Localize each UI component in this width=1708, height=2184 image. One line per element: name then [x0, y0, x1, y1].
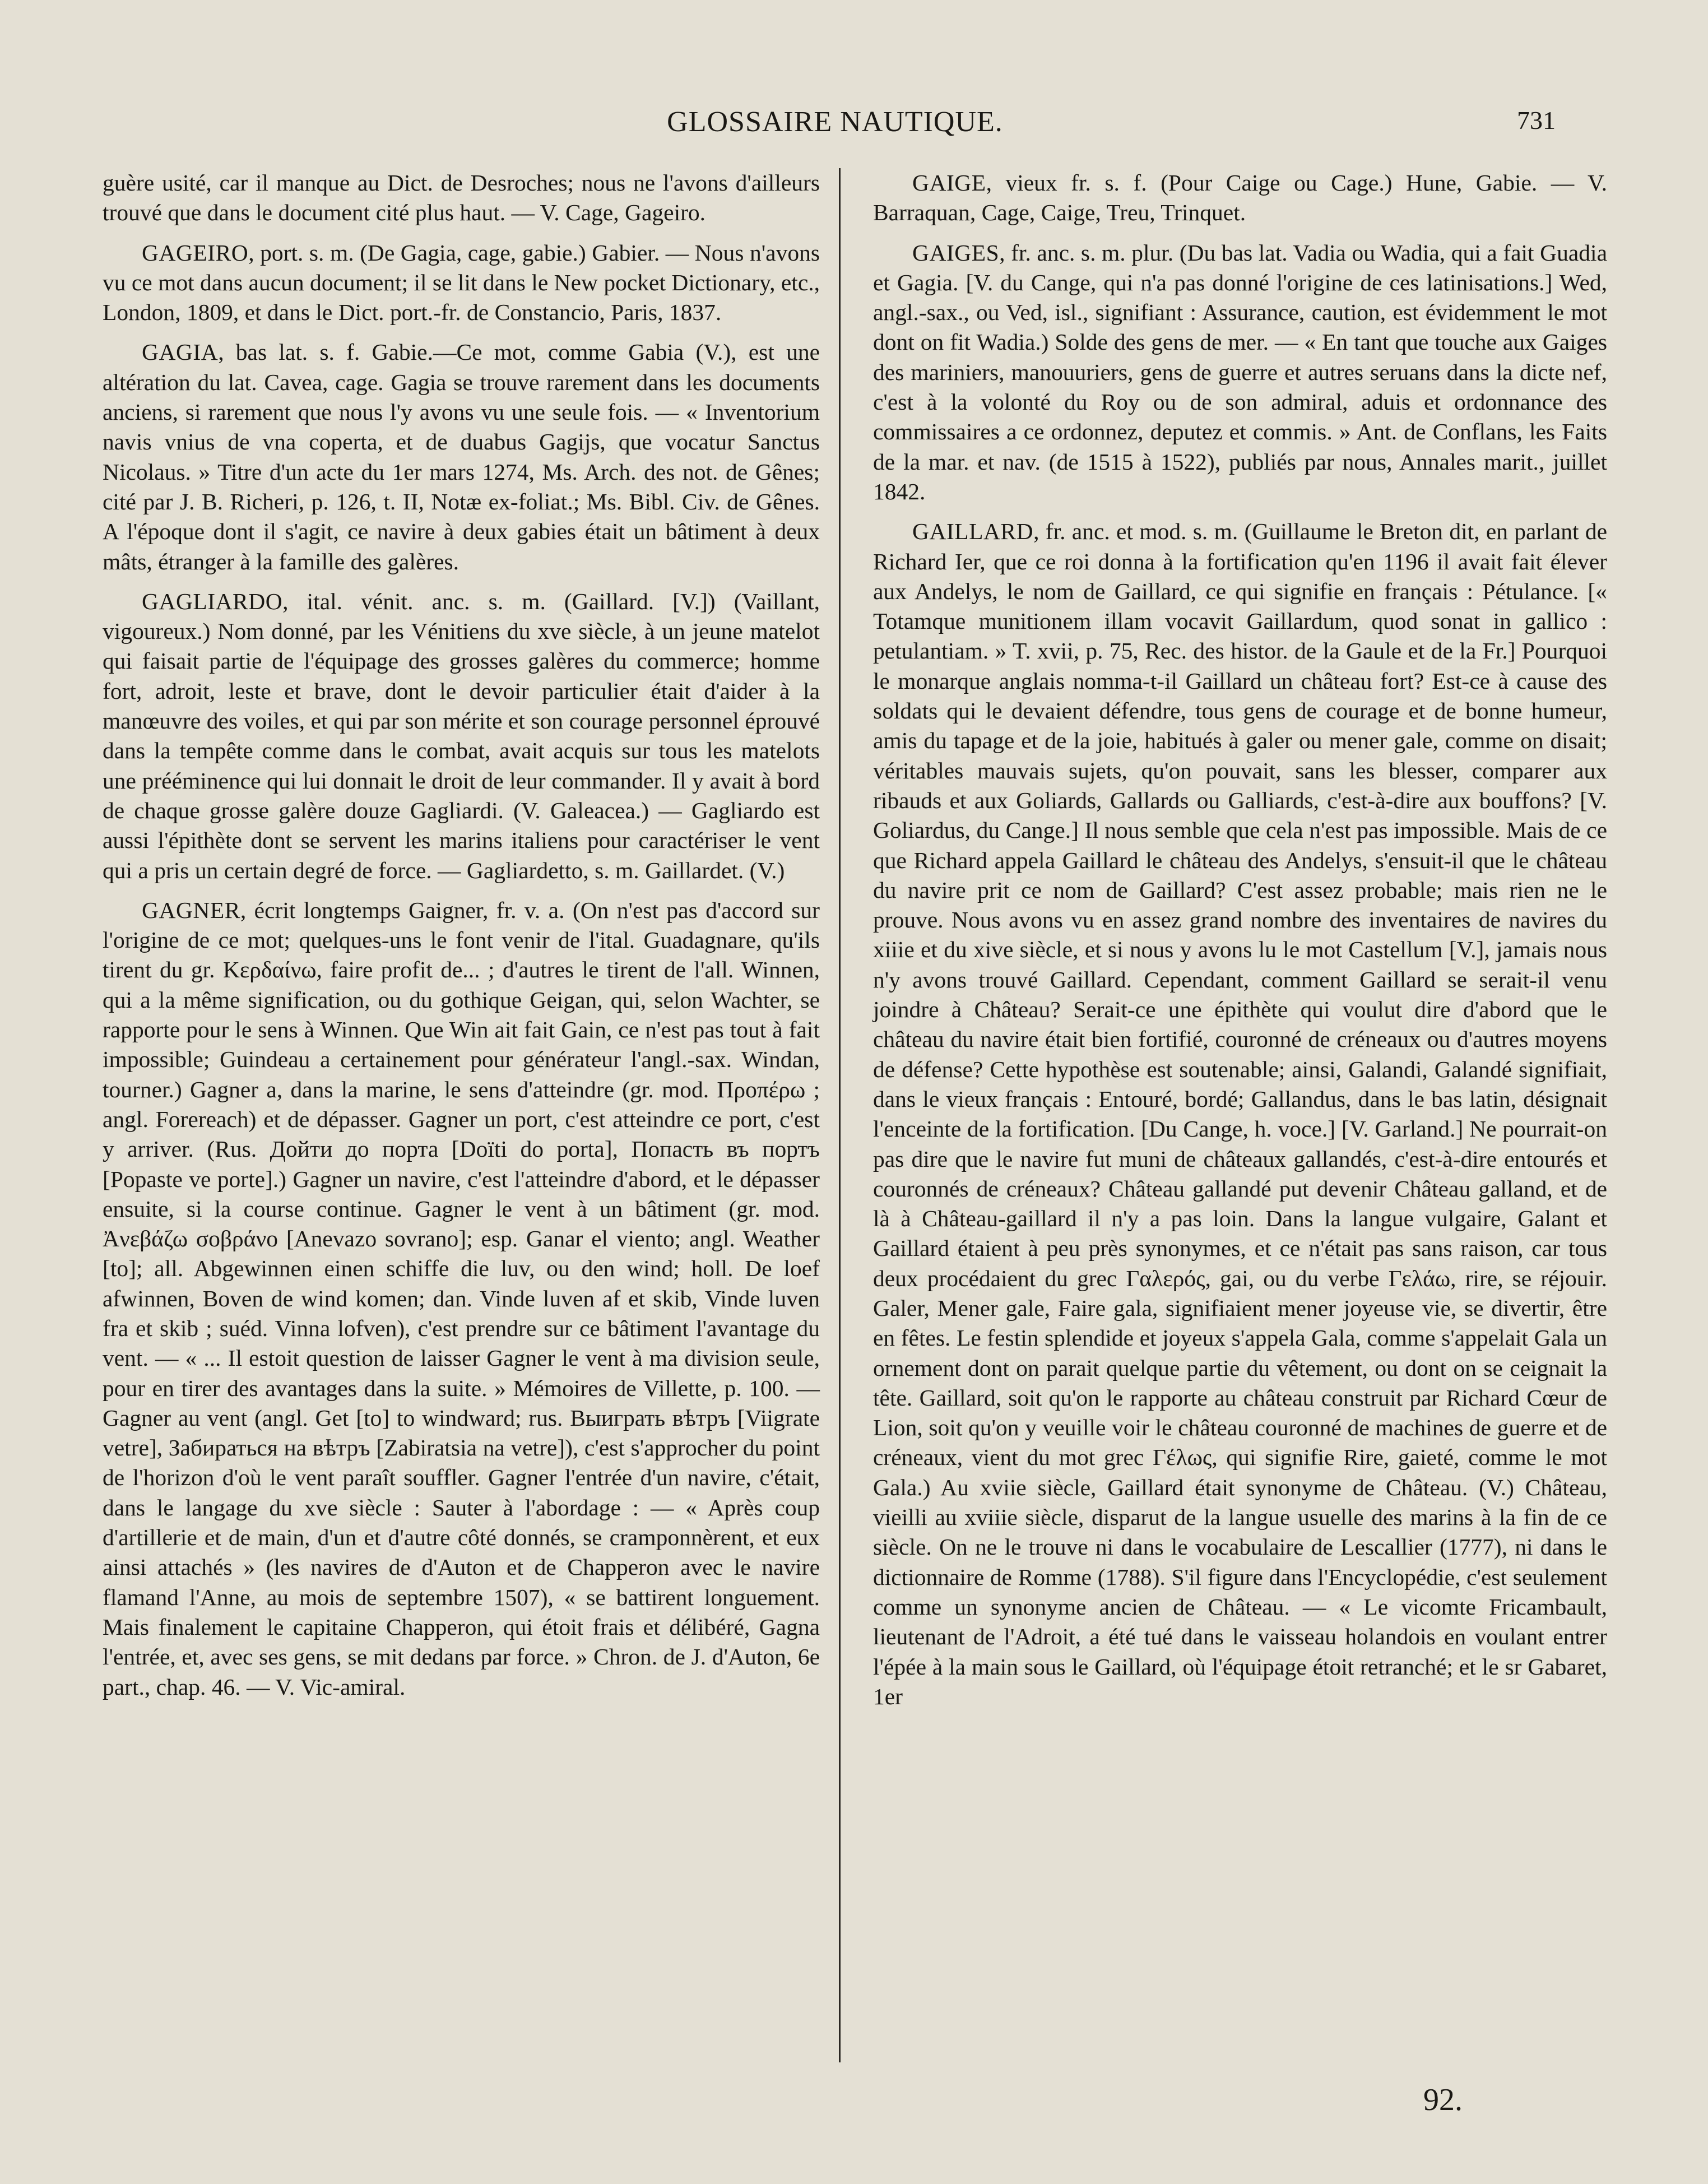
entry-gaiges: [873, 238, 1607, 507]
entry-text: , fr. anc. s. m. plur. (Du bas lat. Vadia ou Wadia, qui a fait Guadia et Gagia. [V. du Cange, qui n'a pas donné l'origine de ces latinisations.] Wed, angl.-sax., ou Ved, isl., signifiant : Assurance, caution, est évidemment le mot dont on fit Wadia.) Solde des gens de mer. — « En tant que touche aux Gaiges des mariniers, manouuriers, gens de guerre et autres seruans dans la dicte nef, c'est à la volonté du Roy ou de son admiral, aduis et ordonnance des commissaires a ce ordonnez, deputez et commis. » Ant. de Conflans, les Faits de la mar. et nav. (de 1515 à 1522), publiés par nous, Annales marit., juillet 1842.: [873, 239, 1607, 504]
entry-text: , écrit longtemps Gaigner, fr. v. a. (On n'est pas d'accord sur l'origine de ce mot; quelques-uns le font venir de l'ital. Guadagnare, qu'ils tirent du gr. Κερδαίνω, faire profit de... ; d'autres le tirent de l'all. Winnen, qui a la même signification, ou du gothique Geigan, qui, selon Wachter, se rapporte pour le sens à Winnen. Que Win ait fait Gain, ce n'est pas tout à fait impossible; Guindeau a certainement pour générateur l'angl.-sax. Windan, tourner.) Gagner a, dans la marine, le sens d'atteindre (gr. mod. Προπέρω ; angl. Forereach) et de dépasser. Gagner un port, c'est atteindre ce port, c'est y arriver. (Rus. Дойти до порта [Doïti do porta], Попасть въ портъ [Popaste ve porte].) Gagner un navire, c'est l'atteindre d'abord, et le dépasser ensuite, si la course continue. Gagner le vent à un bâtiment (gr. mod. Ἀνεβάζω σοβράνο [Anevazo sovrano]; esp. Ganar el viento; angl. Weather [to]; all. Abgewinnen einen schiffe die luv, ou den wind; holl. De loef afwinnen, Boven de wind komen; dan. Vinde luven af et skib, Vinde luven fra et skib ; suéd. Vinna lofven), c'est prendre sur ce bâtiment l'avantage du vent. — « ... Il estoit question de laisser Gagner le vent à ma division seule, pour en tirer des avantages dans la suite. » Mémoires de Villette, p. 100. — Gagner au vent (angl. Get [to] to windward; rus. Выиграть вѣтръ [Viigrate vetre], Забираться на вѣтръ [Zabiratsia na vetre]), c'est s'approcher du point de l'horizon d'où le vent paraît souffler. Gagner l'entrée d'un navire, c'était, dans le langage du xve siècle : Sauter à l'abordage : — « Après coup d'artillerie et de main, d'un et d'autre côté donnés, se cramponnèrent, et eux ainsi attachés » (les navires de d'Auton et de Chapperon avec le navire flamand l'Anne, au mois de septembre 1507), « se battirent longuement. Mais finalement le capitaine Chapperon, qui étoit frais et délibéré, Gagna l'entrée, et, avec ses gens, se mit dedans par force. » Chron. de J. d'Auton, 6e part., chap. 46. — V. Vic-amiral.: [103, 897, 820, 1700]
entry-gagliardo: [103, 587, 820, 885]
entry-gaige: [873, 168, 1607, 228]
entry-headword: GAIGE: [912, 170, 986, 196]
column-divider: [839, 168, 841, 2062]
entry-text: , bas lat. s. f. Gabie.—Ce mot, comme Gabia (V.), est une altération du lat. Cavea, cage. Gagia se trouve rarement dans les documents anciens, si rarement que nous l'y avons vu une seule fois. — « Inventorium navis vnius de vna coperta, et de duabus Gagijs, que vocatur Sanctus Nicolaus. » Titre d'un acte du 1er mars 1274, Ms. Arch. des not. de Gênes; cité par J. B. Richeri, p. 126, t. II, Notæ ex-foliat.; Ms. Bibl. Civ. de Gênes. A l'époque dont il s'agit, ce navire à deux gabies était un bâtiment à deux mâts, étranger à la famille des galères.: [103, 339, 820, 574]
entry-headword: GAILLARD: [912, 518, 1034, 545]
right-column: [873, 168, 1607, 1712]
entry-continuation: [103, 168, 820, 228]
entry-text: , fr. anc. et mod. s. m. (Guillaume le Breton dit, en parlant de Richard Ier, que ce roi donna à la fortification qu'en 1196 il avait fait élever aux Andelys, le nom de Gaillard, ce qui signifie en français : Pétulance. [« Totamque munitionem illam vocavit Gaillardum, quod sonat in gallico : petulantiam. » T. xvii, p. 75, Rec. des histor. de la Gaule et de la Fr.] Pourquoi le monarque anglais nomma-t-il Gaillard un château fort? Est-ce à cause des soldats qui le devaient défendre, tous gens de courage et de bonne humeur, amis du tapage et de la joie, habitués à galer ou mener gale, comme on disait; véritables mauvais sujets, qu'on pouvait, sans les blesser, comparer aux ribauds et aux Goliards, Gallards ou Galliards, c'est-à-dire aux bouffons? [V. Goliardus, du Cange.] Il nous semble que cela n'est pas impossible. Mais de ce que Richard appela Gaillard le château des Andelys, s'ensuit-il que le château du navire prit ce nom de Gaillard? C'est assez probable; mais rien ne le prouve. Nous avons vu en assez grand nombre des inventaires de navires du xiiie et du xive siècle, et si nous y avons lu le mot Castellum [V.], jamais nous n'y avons trouvé Gaillard. Cependant, comment Gaillard se serait-il venu joindre à Château? Serait-ce une épithète qui voulut dire d'abord que le château du navire était bien fortifié, couronné de créneaux ou d'autres moyens de défense? Cette hypothèse est soutenable; ainsi, Galandi, Galandé signifiait, dans le vieux français : Entouré, bordé; Gallandus, dans le bas latin, désignait l'enceinte de la fortification. [Du Cange, h. voce.] [V. Garland.] Ne pourrait-on pas dire que le navire fut muni de châteaux gallandés, c'est-à-dire entourés et couronnés de créneaux? Château gallandé put devenir Château galland, et de là à Château-gaillard il n'y a pas loin. Dans la langue vulgaire, Galant et Gaillard étaient à peu près synonymes, et ce n'était pas sans raison, car tous deux procédaient du grec Γαλερός, gai, ou du verbe Γελάω, rire, se réjouir. Galer, Mener gale, Faire gala, signifiaient mener joyeuse vie, se divertir, être en fêtes. Le festin splendide et joyeux s'appela Gala, comme s'appelait Gala un ornement dont on parait quelque partie du vêtement, ou dont on se ceignait la tête. Gaillard, soit qu'on le rapporte au château construit par Richard Cœur de Lion, soit qu'on y veuille voir le château couronné de machines de guerre et de créneaux, vient du mot grec Γέλως, qui signifie Rire, gaieté, comme le mot Gala.) Au xviie siècle, Gaillard était synonyme de Château. (V.) Château, vieilli au xviiie siècle, disparut de la langue usuelle des marins à la fin de ce siècle. On ne le trouve ni dans le vocabulaire de Lescallier (1777), ni dans le dictionnaire de Romme (1788). S'il figure dans l'Encyclopédie, c'est seulement comme un synonyme ancien de Château. — « Le vicomte Fricambault, lieutenant de l'Adroit, a été tué dans le vaisseau holandois en voulant entrer l'épée à la main sous le Gaillard, où l'équipage étoit retranché; et le sr Gabaret, 1er: [873, 518, 1607, 1709]
signature-mark: 92.: [1423, 2083, 1463, 2117]
entry-headword: GAGIA: [142, 339, 219, 365]
running-title: GLOSSAIRE NAUTIQUE.: [667, 106, 1003, 138]
entry-headword: GAGNER: [142, 897, 240, 923]
entry-gaillard: [873, 517, 1607, 1712]
page-number: 731: [1517, 106, 1556, 135]
entry-gagia: [103, 337, 820, 576]
entry-text: guère usité, car il manque au Dict. de Desroches; nous ne l'avons d'ailleurs trouvé que dans le document cité plus haut. — V. Cage, Gageiro.: [103, 170, 820, 226]
entry-gagner: [103, 896, 820, 1702]
entry-gageiro: [103, 238, 820, 328]
entry-text: , ital. vénit. anc. s. m. (Gaillard. [V.]) (Vaillant, vigoureux.) Nom donné, par les Vénitiens du xve siècle, à un jeune matelot qui faisait partie de l'équipage des grosses galères du commerce; homme fort, adroit, leste et brave, dont le devoir particulier était d'aider à la manœuvre des voiles, et qui par son mérite et son courage personnel éprouvé dans la tempête comme dans le combat, avait acquis sur tous les matelots une prééminence qui lui donnait le droit de leur commander. Il y avait à bord de chaque grosse galère douze Gagliardi. (V. Galeacea.) — Gagliardo est aussi l'épithète dont se servent les marins italiens pour caractériser le vent qui a pris un certain degré de force. — Gagliardetto, s. m. Gaillardet. (V.): [103, 588, 820, 883]
entry-headword: GAIGES: [912, 239, 1000, 266]
left-column: [103, 168, 820, 1702]
entry-text: , port. s. m. (De Gagia, cage, gabie.) Gabier. — Nous n'avons vu ce mot dans aucun document; il se lit dans le New pocket Dictionary, etc., London, 1809, et dans le Dict. port.-fr. de Constancio, Paris, 1837.: [103, 239, 820, 326]
entry-text: , vieux fr. s. f. (Pour Caige ou Cage.) Hune, Gabie. — V. Barraquan, Cage, Caige, Treu, Trinquet.: [873, 170, 1607, 226]
entry-headword: GAGLIARDO: [142, 588, 283, 614]
entry-headword: GAGEIRO: [142, 239, 249, 266]
